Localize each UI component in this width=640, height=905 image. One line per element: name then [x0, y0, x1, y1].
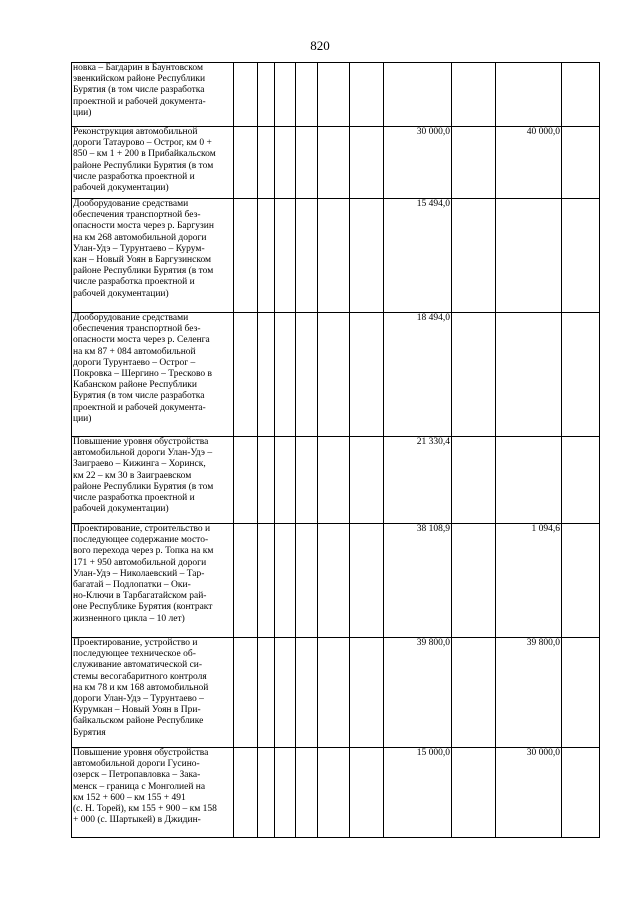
empty-cell: [350, 437, 384, 524]
empty-cell: [234, 748, 258, 838]
empty-cell: [234, 63, 258, 127]
empty-cell: [258, 313, 275, 437]
empty-cell: [562, 313, 600, 437]
empty-cell: [452, 748, 496, 838]
row-name-cell: Дооборудование средствами обеспечения транспортной без- опасности моста через р. Селенга на км 87 + 084 автомобильной дороги Турунтаево – Острог – Покровка – Шергино – Тресково в Кабанском районе Республики Бурятия (в том числе разработка проектной и рабочей документа- ции): [72, 313, 234, 437]
empty-cell: [318, 199, 350, 313]
row-name-cell: Реконструкция автомобильной дороги Татаурово – Острог, км 0 + 850 – км 1 + 200 в Прибайкальском районе Республики Бурятия (в том числе разработка проектной и рабочей документации): [72, 127, 234, 199]
empty-cell: [452, 63, 496, 127]
value-cell-2: [496, 199, 562, 313]
empty-cell: [258, 127, 275, 199]
row-name-cell: новка – Багдарин в Баунтовском эвенкийском районе Республики Бурятия (в том числе разработка проектной и рабочей документа- ции): [72, 63, 234, 127]
table-row: [72, 437, 600, 524]
empty-cell: [318, 748, 350, 838]
table-row: [72, 127, 600, 199]
empty-cell: [296, 199, 318, 313]
empty-cell: [296, 63, 318, 127]
empty-cell: [275, 63, 296, 127]
empty-cell: [562, 748, 600, 838]
table-row: [72, 313, 600, 437]
value-cell-1: 39 800,0: [384, 638, 452, 748]
empty-cell: [350, 638, 384, 748]
empty-cell: [318, 638, 350, 748]
empty-cell: [562, 524, 600, 638]
empty-cell: [258, 437, 275, 524]
budget-table: [71, 62, 600, 838]
empty-cell: [234, 199, 258, 313]
value-cell-1: 15 000,0: [384, 748, 452, 838]
empty-cell: [296, 127, 318, 199]
row-name-cell: Дооборудование средствами обеспечения транспортной без- опасности моста через р. Баргузин на км 268 автомобильной дороги Улан-Удэ – Турунтаево – Курум- кан – Новый Уоян в Баргузинском районе Республики Бурятия (в том числе разработка проектной и рабочей документации): [72, 199, 234, 313]
empty-cell: [562, 127, 600, 199]
empty-cell: [296, 313, 318, 437]
empty-cell: [296, 638, 318, 748]
row-name-cell: Проектирование, строительство и последующее содержание мосто- вого перехода через р. Топка на км 171 + 950 автомобильной дороги Улан-Удэ – Николаевский – Тар- багатай – Подлопатки – Оки- но-Ключи в Тарбагатайском рай- оне Республике Бурятия (контракт жизненного цикла – 10 лет): [72, 524, 234, 638]
empty-cell: [258, 524, 275, 638]
value-cell-1: 18 494,0: [384, 313, 452, 437]
value-cell-1: 21 330,4: [384, 437, 452, 524]
empty-cell: [452, 199, 496, 313]
empty-cell: [234, 313, 258, 437]
empty-cell: [562, 199, 600, 313]
empty-cell: [275, 127, 296, 199]
empty-cell: [350, 63, 384, 127]
value-cell-1: 30 000,0: [384, 127, 452, 199]
row-name-cell: Проектирование, устройство и последующее техническое об- служивание автоматической си- стемы весогабаритного контроля на км 78 и км 168 автомобильной дороги Улан-Удэ – Турунтаево – Курумкан – Новый Уоян в При- байкальском районе Республике Бурятия: [72, 638, 234, 748]
empty-cell: [275, 638, 296, 748]
value-cell-2: 39 800,0: [496, 638, 562, 748]
empty-cell: [350, 748, 384, 838]
empty-cell: [296, 748, 318, 838]
empty-cell: [275, 313, 296, 437]
table-row: [72, 199, 600, 313]
empty-cell: [296, 524, 318, 638]
row-name-cell: Повышение уровня обустройства автомобильной дороги Улан-Удэ – Заиграево – Кижинга – Хоринск, км 22 – км 30 в Заиграевском районе Республики Бурятия (в том числе разработка проектной и рабочей документации): [72, 437, 234, 524]
empty-cell: [452, 524, 496, 638]
value-cell-2: [496, 63, 562, 127]
table-row: [72, 524, 600, 638]
empty-cell: [452, 127, 496, 199]
table-row: [72, 748, 600, 838]
empty-cell: [562, 638, 600, 748]
empty-cell: [258, 63, 275, 127]
empty-cell: [275, 199, 296, 313]
empty-cell: [296, 437, 318, 524]
empty-cell: [350, 127, 384, 199]
value-cell-1: 15 494,0: [384, 199, 452, 313]
empty-cell: [318, 313, 350, 437]
value-cell-2: 40 000,0: [496, 127, 562, 199]
value-cell-2: [496, 313, 562, 437]
table-row: [72, 63, 600, 127]
value-cell-1: [384, 63, 452, 127]
empty-cell: [452, 638, 496, 748]
empty-cell: [234, 638, 258, 748]
value-cell-2: 1 094,6: [496, 524, 562, 638]
empty-cell: [234, 437, 258, 524]
empty-cell: [562, 63, 600, 127]
empty-cell: [452, 437, 496, 524]
page-number: 820: [310, 38, 330, 53]
value-cell-2: 30 000,0: [496, 748, 562, 838]
row-name-cell: Повышение уровня обустройства автомобильной дороги Гусино- озерск – Петропавловка – Зака- менск – граница с Монголией на км 152 + 600 – км 155 + 491 (с. Н. Торей), км 155 + 900 – км 158 + 000 (с. Шартыкей) в Джидин-: [72, 748, 234, 838]
empty-cell: [318, 524, 350, 638]
table-row: [72, 638, 600, 748]
value-cell-1: 38 108,9: [384, 524, 452, 638]
empty-cell: [318, 437, 350, 524]
empty-cell: [275, 748, 296, 838]
value-cell-2: [496, 437, 562, 524]
empty-cell: [318, 63, 350, 127]
empty-cell: [258, 199, 275, 313]
empty-cell: [350, 524, 384, 638]
empty-cell: [350, 199, 384, 313]
empty-cell: [234, 127, 258, 199]
empty-cell: [258, 638, 275, 748]
empty-cell: [275, 524, 296, 638]
empty-cell: [350, 313, 384, 437]
empty-cell: [562, 437, 600, 524]
empty-cell: [234, 524, 258, 638]
empty-cell: [318, 127, 350, 199]
empty-cell: [258, 748, 275, 838]
empty-cell: [452, 313, 496, 437]
empty-cell: [275, 437, 296, 524]
